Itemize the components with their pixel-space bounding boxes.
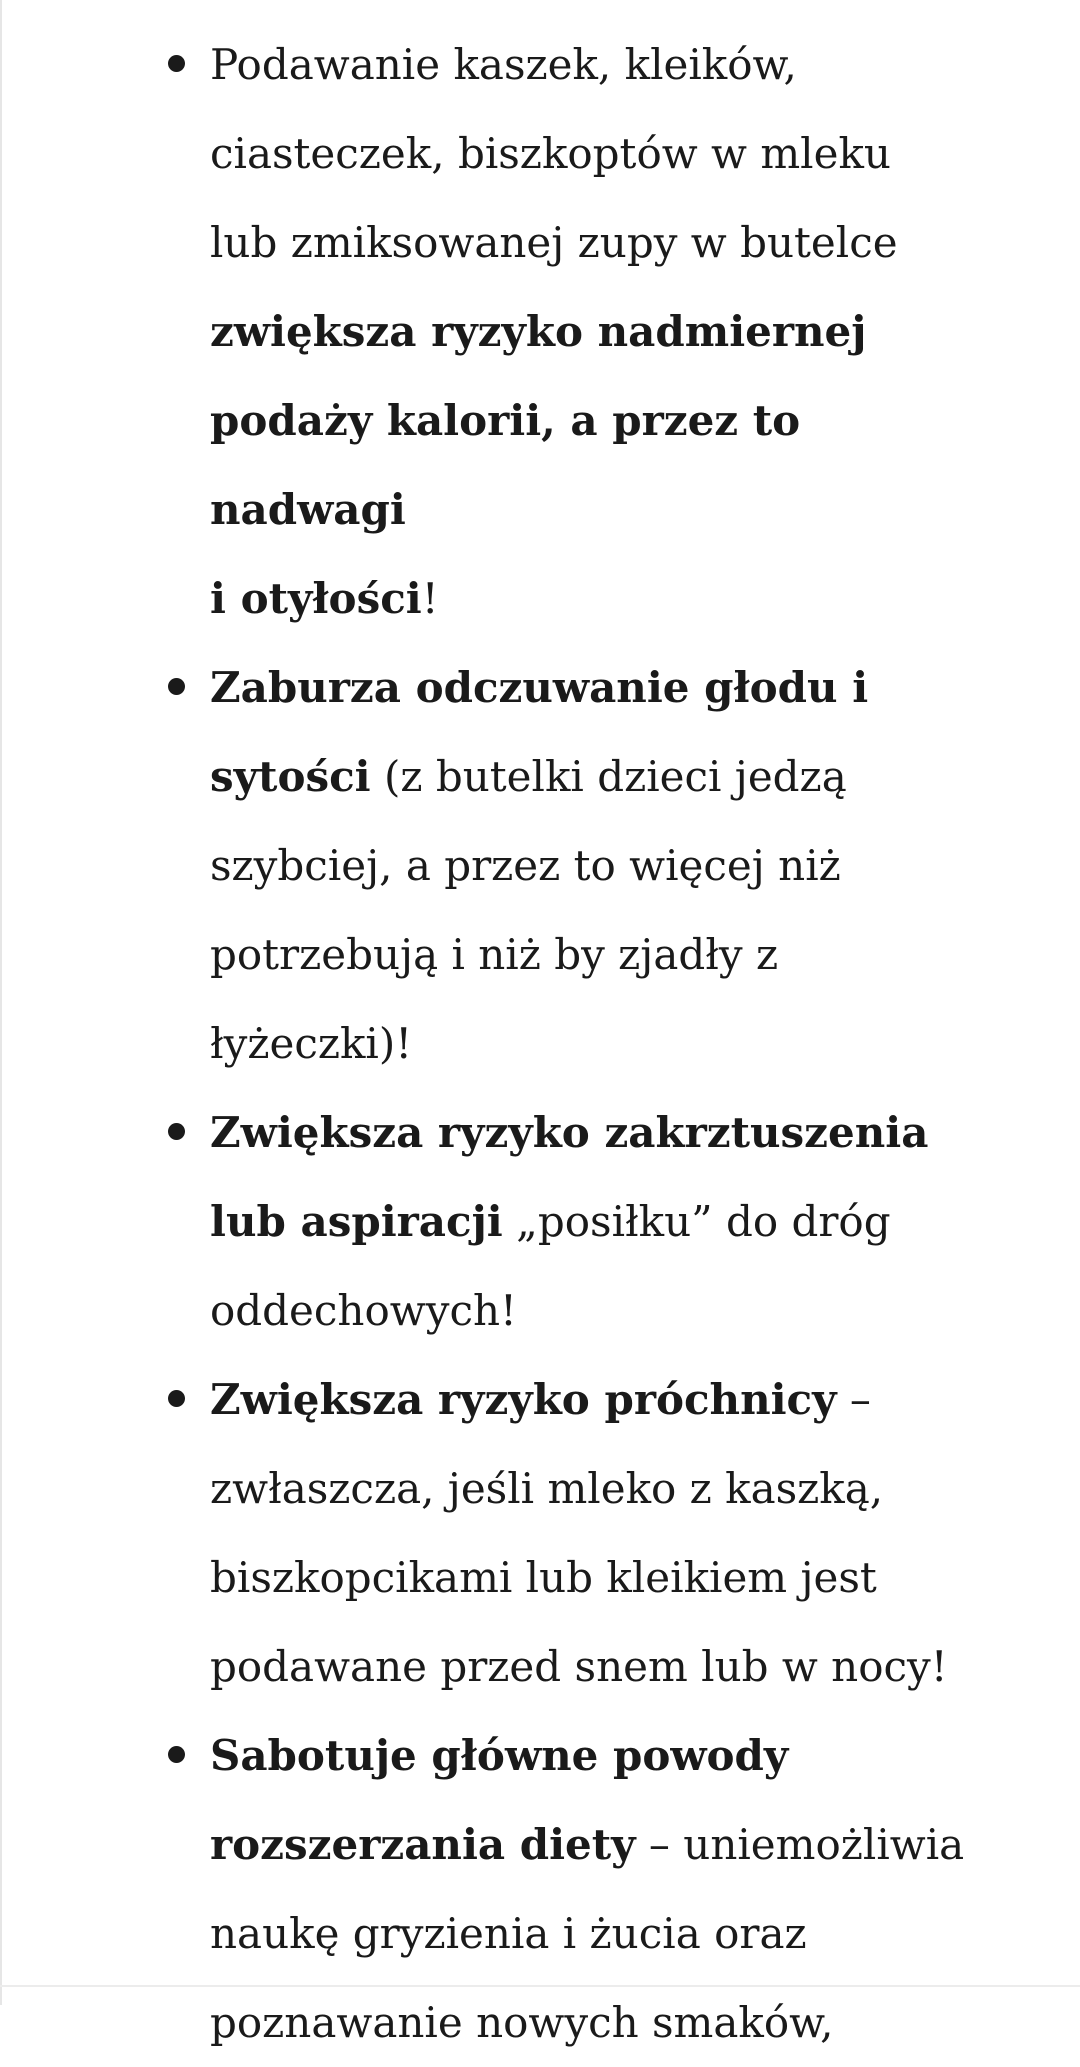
bullet-dot-icon [168, 678, 185, 695]
page-left-border [0, 0, 2, 2005]
bullet-dot-icon [168, 55, 185, 72]
list-item: Zwiększa ryzyko zakrztuszenia lub aspiracji „posiłku” do dróg oddechowych! [210, 1088, 1000, 1355]
bullet-dot-icon [168, 1746, 185, 1763]
bullet-dot-icon [168, 1123, 185, 1140]
list-item: Zwiększa ryzyko próchnicy – zwłaszcza, jeśli mleko z kaszką, biszkopcikami lub kleikiem jest podawane przed snem lub w nocy! [210, 1355, 1000, 1711]
page-bottom-divider [0, 1985, 1080, 1987]
list-item: Podawanie kaszek, kleików, ciasteczek, biszkoptów w mleku lub zmiksowanej zupy w butelce zwiększa ryzyko nadmiernej podaży kalorii, a przez to nadwagi i otyłości! [210, 20, 1000, 643]
bullet-list [210, 20, 1000, 2067]
list-item: Sabotuje główne powody rozszerzania diety – uniemożliwia naukę gryzienia i żucia oraz poznawanie nowych smaków, [210, 1711, 1000, 2067]
list-item: Zaburza odczuwanie głodu i sytości (z butelki dzieci jedzą szybciej, a przez to więcej niż potrzebują i niż by zjadły z łyżeczki)! [210, 643, 1000, 1088]
bullet-dot-icon [168, 1390, 185, 1407]
